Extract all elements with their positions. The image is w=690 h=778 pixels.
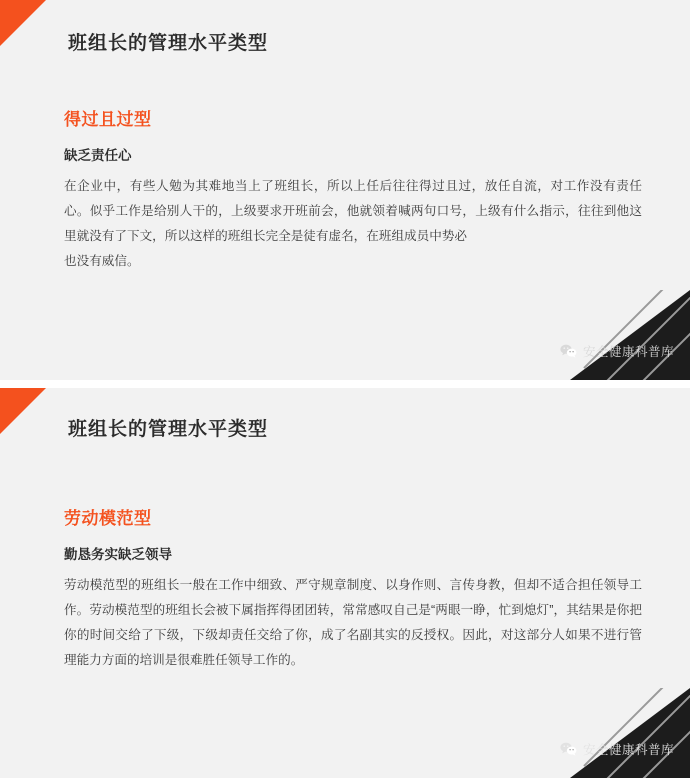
wechat-icon (560, 742, 577, 756)
section-heading: 得过且过型 (64, 110, 152, 129)
wechat-icon (560, 344, 577, 358)
page-title: 班组长的管理水平类型 (68, 33, 269, 54)
footer-brand (560, 740, 674, 758)
page-title: 班组长的管理水平类型 (68, 419, 269, 440)
slide-1 (0, 0, 690, 380)
decorative-corner-wedge (570, 290, 690, 380)
body-paragraph: 在企业中，有些人勉为其难地当上了班组长，所以上任后往往得过且过，放任自流，对工作没有责任心。似乎工作是给别人干的，上级要求开班前会，他就领着喊两句口号，上级有什么指示，往往到他这里就没有了下文，所以这样的班组长完全是徒有虚名，在班组成员中势必 (64, 179, 642, 243)
footer-brand-label: 安全健康科普库 (582, 743, 674, 757)
corner-accent-triangle (0, 0, 46, 46)
slide-2 (0, 388, 690, 778)
section-subheading: 勤恳务实缺乏领导 (64, 547, 172, 562)
body-paragraph: 劳动模范型的班组长一般在工作中细致、严守规章制度、以身作则、言传身教，但却不适合担任领导工作。劳动模范型的班组长会被下属指挥得团团转，常常感叹自己是“两眼一睁，忙到熄灯”，其结果是你把你的时间交给了下级，下级却责任交给了你，成了名副其实的反授权。因此，对这部分人如果不进行管理能力方面的培训是很难胜任领导工作的。 (64, 578, 642, 667)
slide-1-content (64, 105, 642, 274)
wedge-triangle (570, 290, 690, 380)
section-subheading: 缺乏责任心 (64, 148, 132, 163)
section-heading: 劳动模范型 (64, 509, 152, 528)
wedge-triangle (570, 688, 690, 778)
decorative-corner-wedge (570, 688, 690, 778)
footer-brand (560, 342, 674, 360)
footer-brand-label: 安全健康科普库 (582, 345, 674, 359)
slide-2-content (64, 504, 642, 673)
slide-divider (0, 380, 690, 388)
corner-accent-triangle (0, 388, 46, 434)
body-paragraph-tail: 也没有威信。 (64, 254, 140, 268)
